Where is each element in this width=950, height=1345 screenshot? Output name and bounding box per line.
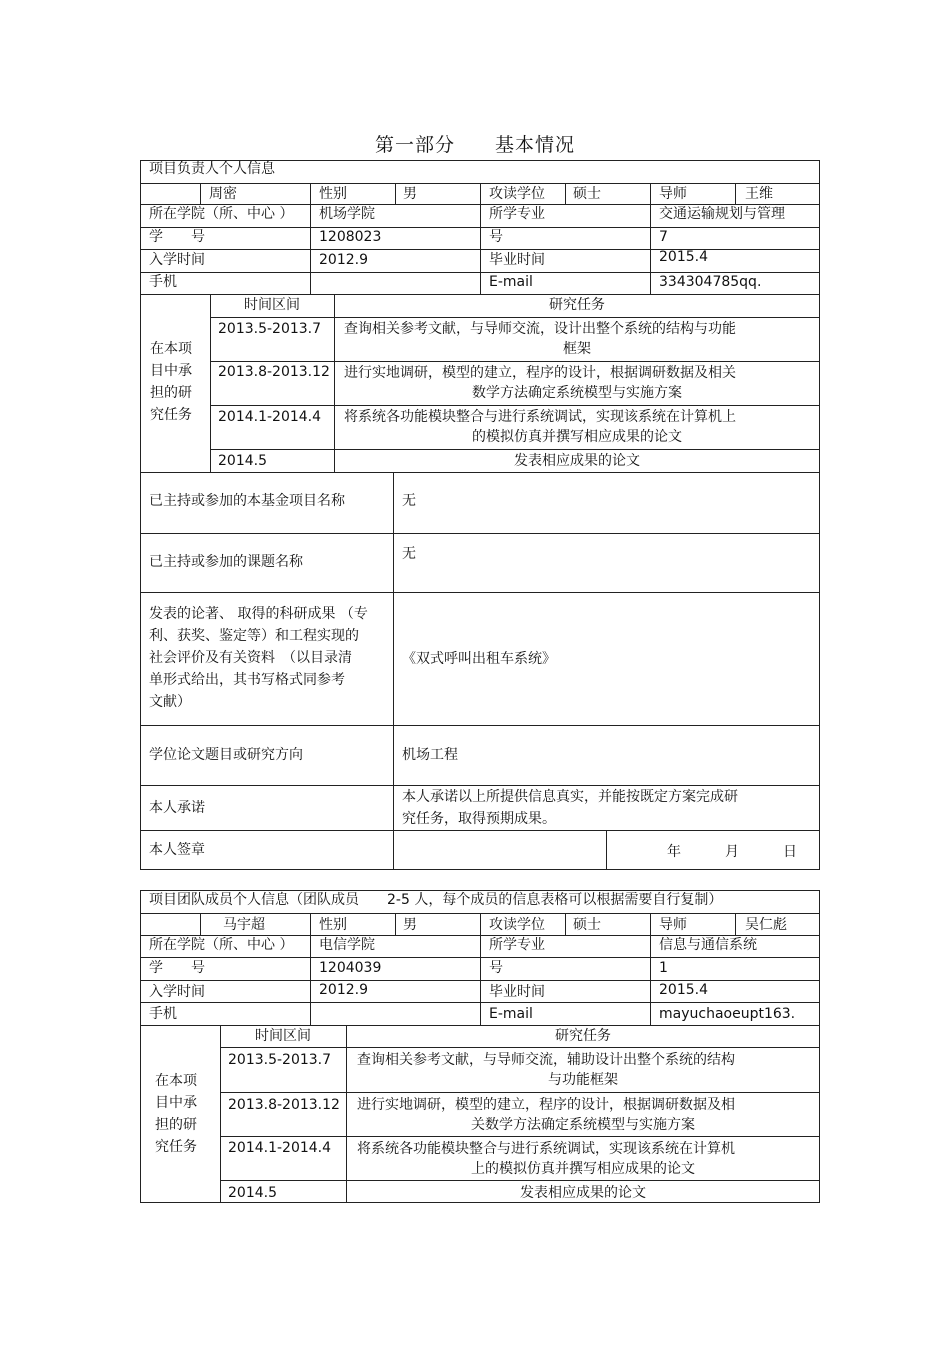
leader-topic-label: 已主持或参加的课题名称 <box>149 554 303 570</box>
member-student-id-label: 学 号 <box>149 960 205 976</box>
leader-tasks-label-line: 究任务 <box>150 407 192 423</box>
member-task-text: 与功能框架 <box>548 1072 618 1088</box>
leader-promise-line: 究任务，取得预期成果。 <box>402 811 556 827</box>
member-degree-label: 攻读学位 <box>489 917 545 933</box>
member-tasks-label-line: 究任务 <box>155 1139 197 1155</box>
leader-gender: 男 <box>403 186 417 202</box>
leader-advisor-label: 导师 <box>659 186 687 202</box>
leader-topic: 无 <box>402 546 416 562</box>
member-college: 电信学院 <box>319 937 375 953</box>
leader-pub-label-line: 文献） <box>149 694 191 710</box>
leader-student-id-label: 学 号 <box>149 229 205 245</box>
member-task-text: 查询相关参考文献，与导师交流，辅助设计出整个系统的结构 <box>357 1052 735 1068</box>
member-task-text: 将系统各功能模块整合与进行系统调试，实现该系统在计算机 <box>357 1141 735 1157</box>
member-gender: 男 <box>403 917 417 933</box>
member-advisor: 吴仁彪 <box>745 917 787 933</box>
member-degree: 硕士 <box>573 917 601 933</box>
leader-degree: 硕士 <box>573 186 601 202</box>
leader-no-label: 号 <box>489 229 503 245</box>
leader-tasks-label-line: 在本项 <box>150 341 192 357</box>
leader-grad-label: 毕业时间 <box>489 252 545 268</box>
member-no-label: 号 <box>489 960 503 976</box>
leader-task-header: 研究任务 <box>549 297 605 313</box>
leader-task-period: 2014.5 <box>218 453 267 469</box>
title-part: 第一部分 <box>374 134 455 156</box>
member-college-label: 所在学院（所、中心 ） <box>149 937 294 953</box>
leader-tasks-label-line: 担的研 <box>150 385 192 401</box>
page-title <box>0 130 950 157</box>
leader-major: 交通运输规划与管理 <box>659 206 785 222</box>
member-task-period: 2014.5 <box>228 1185 277 1201</box>
leader-fund: 无 <box>402 493 416 509</box>
leader-name: 周密 <box>209 186 237 202</box>
member-major: 信息与通信系统 <box>659 937 757 953</box>
leader-pub-label-line: 单形式给出，其书写格式同参考 <box>149 672 345 688</box>
leader-no-value: 7 <box>659 229 668 245</box>
leader-thesis-label: 学位论文题目或研究方向 <box>149 747 303 763</box>
leader-task-text: 的模拟仿真并撰写相应成果的论文 <box>472 429 682 445</box>
leader-fund-label: 已主持或参加的本基金项目名称 <box>149 493 345 509</box>
leader-task-text: 框架 <box>563 341 591 357</box>
date-year: 年 <box>667 844 681 860</box>
date-day: 日 <box>783 844 797 860</box>
member-email-label: E-mail <box>489 1006 533 1022</box>
leader-tasks-label-line: 目中承 <box>150 363 192 379</box>
leader-enroll: 2012.9 <box>319 252 368 268</box>
leader-advisor: 王维 <box>745 186 773 202</box>
member-task-period: 2014.1-2014.4 <box>228 1140 332 1156</box>
leader-college: 机场学院 <box>319 206 375 222</box>
member-no-value: 1 <box>659 960 668 976</box>
member-enroll: 2012.9 <box>319 982 368 998</box>
date-month: 月 <box>725 844 739 860</box>
leader-task-text: 进行实地调研，模型的建立，程序的设计，根据调研数据及相关 <box>344 365 736 381</box>
leader-student-id: 1208023 <box>319 229 382 245</box>
member-header: 项目团队成员个人信息（团队成员 2-5 人，每个成员的信息表格可以根据需要自行复制） <box>149 892 723 908</box>
leader-college-label: 所在学院（所、中心 ） <box>149 206 294 222</box>
leader-email: 334304785qq. <box>659 274 762 290</box>
leader-pub-label-line: 利、获奖、鉴定等）和工程实现的 <box>149 628 359 644</box>
leader-thesis: 机场工程 <box>402 747 458 763</box>
member-name: 马宇超 <box>223 917 265 933</box>
member-student-id: 1204039 <box>319 960 382 976</box>
member-task-text: 进行实地调研，模型的建立，程序的设计，根据调研数据及相 <box>357 1097 735 1113</box>
leader-degree-label: 攻读学位 <box>489 186 545 202</box>
member-tasks-label-line: 担的研 <box>155 1117 197 1133</box>
member-gender-label: 性别 <box>319 917 347 933</box>
member-period-header: 时间区间 <box>255 1028 311 1044</box>
member-phone-label: 手机 <box>149 1006 177 1022</box>
leader-period-header: 时间区间 <box>244 297 300 313</box>
leader-task-period: 2013.8-2013.12 <box>218 364 330 380</box>
leader-gender-label: 性别 <box>319 186 347 202</box>
leader-promise-label: 本人承诺 <box>149 800 205 816</box>
member-email: mayuchaoeupt163. <box>659 1006 796 1022</box>
leader-task-period: 2013.5-2013.7 <box>218 321 322 337</box>
leader-grad: 2015.4 <box>659 249 708 265</box>
leader-pub: 《双式呼叫出租车系统》 <box>402 651 556 667</box>
leader-task-period: 2014.1-2014.4 <box>218 409 322 425</box>
member-task-text: 上的模拟仿真并撰写相应成果的论文 <box>471 1161 695 1177</box>
title-name: 基本情况 <box>495 134 576 156</box>
leader-enroll-label: 入学时间 <box>149 252 205 268</box>
leader-header: 项目负责人个人信息 <box>149 161 275 177</box>
leader-pub-label-line: 社会评价及有关资料 （以目录清 <box>149 650 352 666</box>
member-task-text: 关数学方法确定系统模型与实施方案 <box>471 1117 695 1133</box>
member-task-text: 发表相应成果的论文 <box>520 1185 646 1201</box>
member-task-header: 研究任务 <box>555 1028 611 1044</box>
leader-task-text: 发表相应成果的论文 <box>514 453 640 469</box>
member-major-label: 所学专业 <box>489 937 545 953</box>
leader-task-text: 将系统各功能模块整合与进行系统调试，实现该系统在计算机上 <box>344 409 736 425</box>
leader-task-text: 数学方法确定系统模型与实施方案 <box>472 385 682 401</box>
leader-major-label: 所学专业 <box>489 206 545 222</box>
leader-promise-line: 本人承诺以上所提供信息真实，并能按既定方案完成研 <box>402 789 738 805</box>
member-advisor-label: 导师 <box>659 917 687 933</box>
leader-task-text: 查询相关参考文献，与导师交流，设计出整个系统的结构与功能 <box>344 321 736 337</box>
leader-email-label: E-mail <box>489 274 533 290</box>
leader-phone-label: 手机 <box>149 274 177 290</box>
leader-pub-label-line: 发表的论著、 取得的科研成果 （专 <box>149 606 368 622</box>
member-tasks-label-line: 目中承 <box>155 1095 197 1111</box>
leader-sign-label: 本人签章 <box>149 842 205 858</box>
member-enroll-label: 入学时间 <box>149 984 205 1000</box>
member-task-period: 2013.5-2013.7 <box>228 1052 332 1068</box>
member-grad: 2015.4 <box>659 982 708 998</box>
member-grad-label: 毕业时间 <box>489 984 545 1000</box>
member-task-period: 2013.8-2013.12 <box>228 1097 340 1113</box>
member-tasks-label-line: 在本项 <box>155 1073 197 1089</box>
